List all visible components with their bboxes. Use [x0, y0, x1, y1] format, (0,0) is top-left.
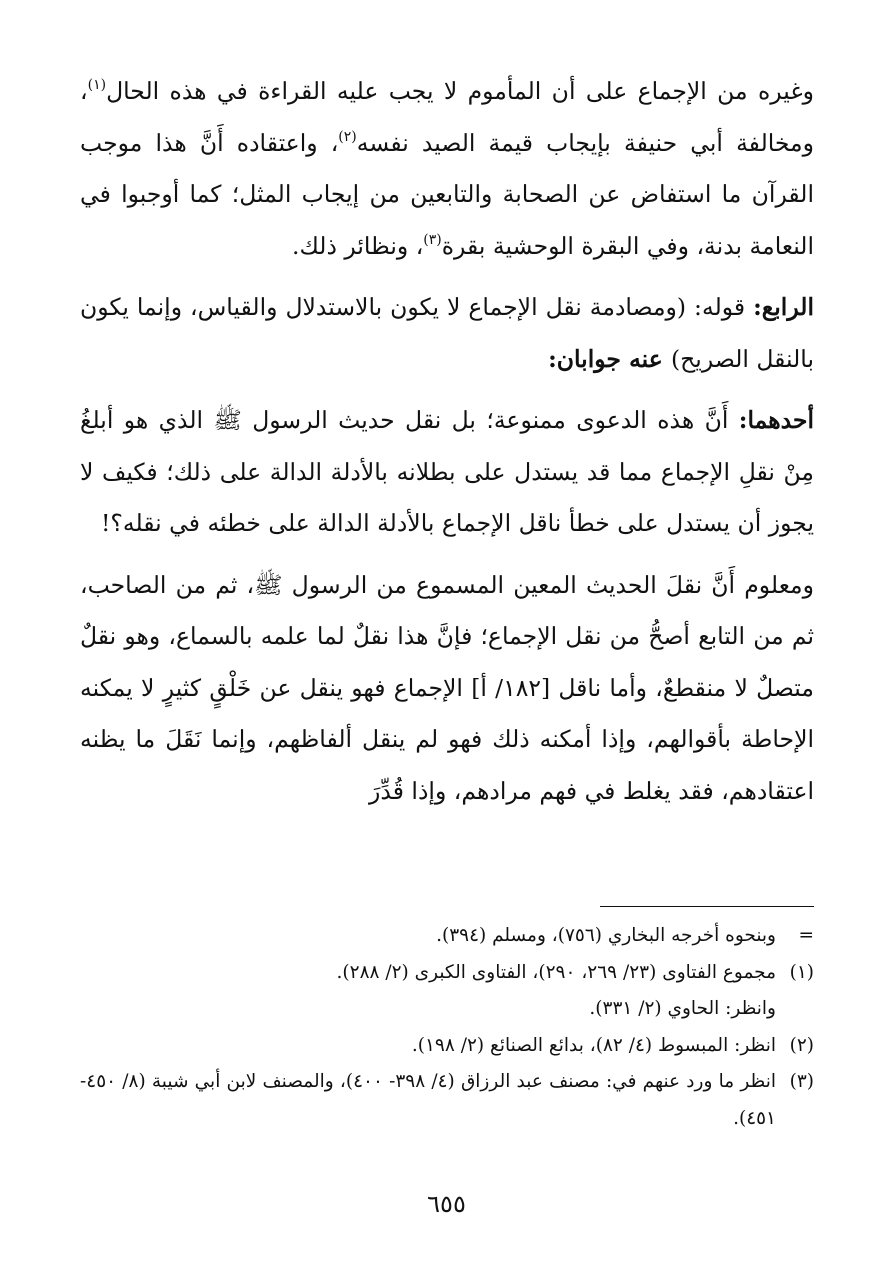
footnote-text: انظر: المبسوط (٤/ ٨٢)، بدائع الصنائع (٢/ ١٩٨).: [411, 1034, 776, 1056]
footnote-mark: (٢): [789, 1034, 814, 1056]
paragraph-2-text: قوله: (ومصادمة نقل الإجماع لا يكون بالاستدلال والقياس، وإنما يكون بالنقل الصريح): [80, 293, 814, 373]
footnote-1: [80, 955, 814, 992]
footnote-ref-2: (٢): [338, 128, 357, 145]
footnote-mark: =: [798, 925, 814, 946]
footnotes: [80, 918, 814, 1137]
footnote-ref-3: (٣): [423, 231, 442, 248]
footnote-text: وبنحوه أخرجه البخاري (٧٥٦)، ومسلم (٣٩٤).: [436, 925, 776, 946]
paragraph-3: [80, 395, 814, 550]
paragraph-2: [80, 282, 814, 385]
paragraph-1-text-d: ، ونظائر ذلك.: [292, 231, 424, 260]
footnote-text: وانظر: الحاوي (٢/ ٣٣١).: [589, 998, 776, 1019]
paragraph-1: [80, 66, 814, 272]
paragraph-3-lead: أحدهما:: [738, 406, 814, 434]
footnote-mark: (١): [789, 961, 814, 983]
footnote-3: [80, 1064, 814, 1137]
footnote-1-see-also: [80, 991, 814, 1028]
paragraph-1-text-a: وغيره من الإجماع على أن المأموم لا يجب عليه القراءة في هذه الحال: [106, 77, 814, 105]
footnote-mark: (٣): [789, 1071, 814, 1092]
page-number: ٦٥٥: [427, 1190, 466, 1218]
footnote-text: انظر ما ورد عنهم في: مصنف عبد الرزاق (٤/ ٣٩٨- ٤٠٠)، والمصنف لابن أبي شيبة (٨/ ٤٥٠- ٤٥١).: [80, 1071, 776, 1129]
paragraph-2-tail: عنه جوابان:: [548, 344, 671, 373]
paragraph-4: [80, 560, 814, 818]
paragraph-2-lead: الرابع:: [753, 293, 814, 321]
footnote-ref-1: (١): [87, 77, 107, 93]
footnote-mark: [776, 991, 814, 1028]
footnote-2: [80, 1028, 814, 1065]
footnote-continuation: [80, 918, 814, 955]
paragraph-3-text: أَنَّ هذه الدعوى ممنوعة؛ بل نقل حديث الرسول ﷺ الذي هو أبلغُ مِنْ نقلِ الإجماع مما قد يستدل على بطلانه بالأدلة الدالة على ذلك؛ فكيف لا يجوز أن يستدل على خطأ ناقل الإجماع بالأدلة الدالة على خطئه في نقله؟!: [80, 406, 814, 537]
paragraph-1-text-b: ، ومخالفة أبي حنيفة بإيجاب قيمة الصيد نفسه: [80, 77, 814, 157]
main-text: [80, 66, 814, 817]
footnote-text: مجموع الفتاوى (٢٣/ ٢٦٩، ٢٩٠)، الفتاوى الكبرى (٢/ ٢٨٨).: [336, 961, 776, 983]
paragraph-4-text: ومعلوم أَنَّ نقلَ الحديث المعين المسموع من الرسول ﷺ، ثم من الصاحب، ثم من التابع أصحُّ من نقل الإجماع؛ فإنَّ هذا نقلٌ لما علمه بالسماع، وهو نقلٌ متصلٌ لا منقطعٌ، وأما ناقل [١٨٢/ أ] الإجماع فهو ينقل عن خَلْقٍ كثيرٍ لا يمكنه الإحاطة بأقوالهم، وإذا أمكنه ذلك فهو لم ينقل ألفاظهم، وإنما نَقَلَ ما يظنه اعتقادهم، فقد يغلط في فهم مرادهم، وإذا قُدِّرَ: [80, 570, 814, 805]
paragraph-1-text-c: ، واعتقاده أَنَّ هذا موجب القرآن ما استفاض عن الصحابة والتابعين من إيجاب المثل؛ كما أوجبوا في النعامة بدنة، وفي البقرة الوحشية بقرة: [80, 128, 814, 260]
footnote-separator: [600, 906, 814, 907]
